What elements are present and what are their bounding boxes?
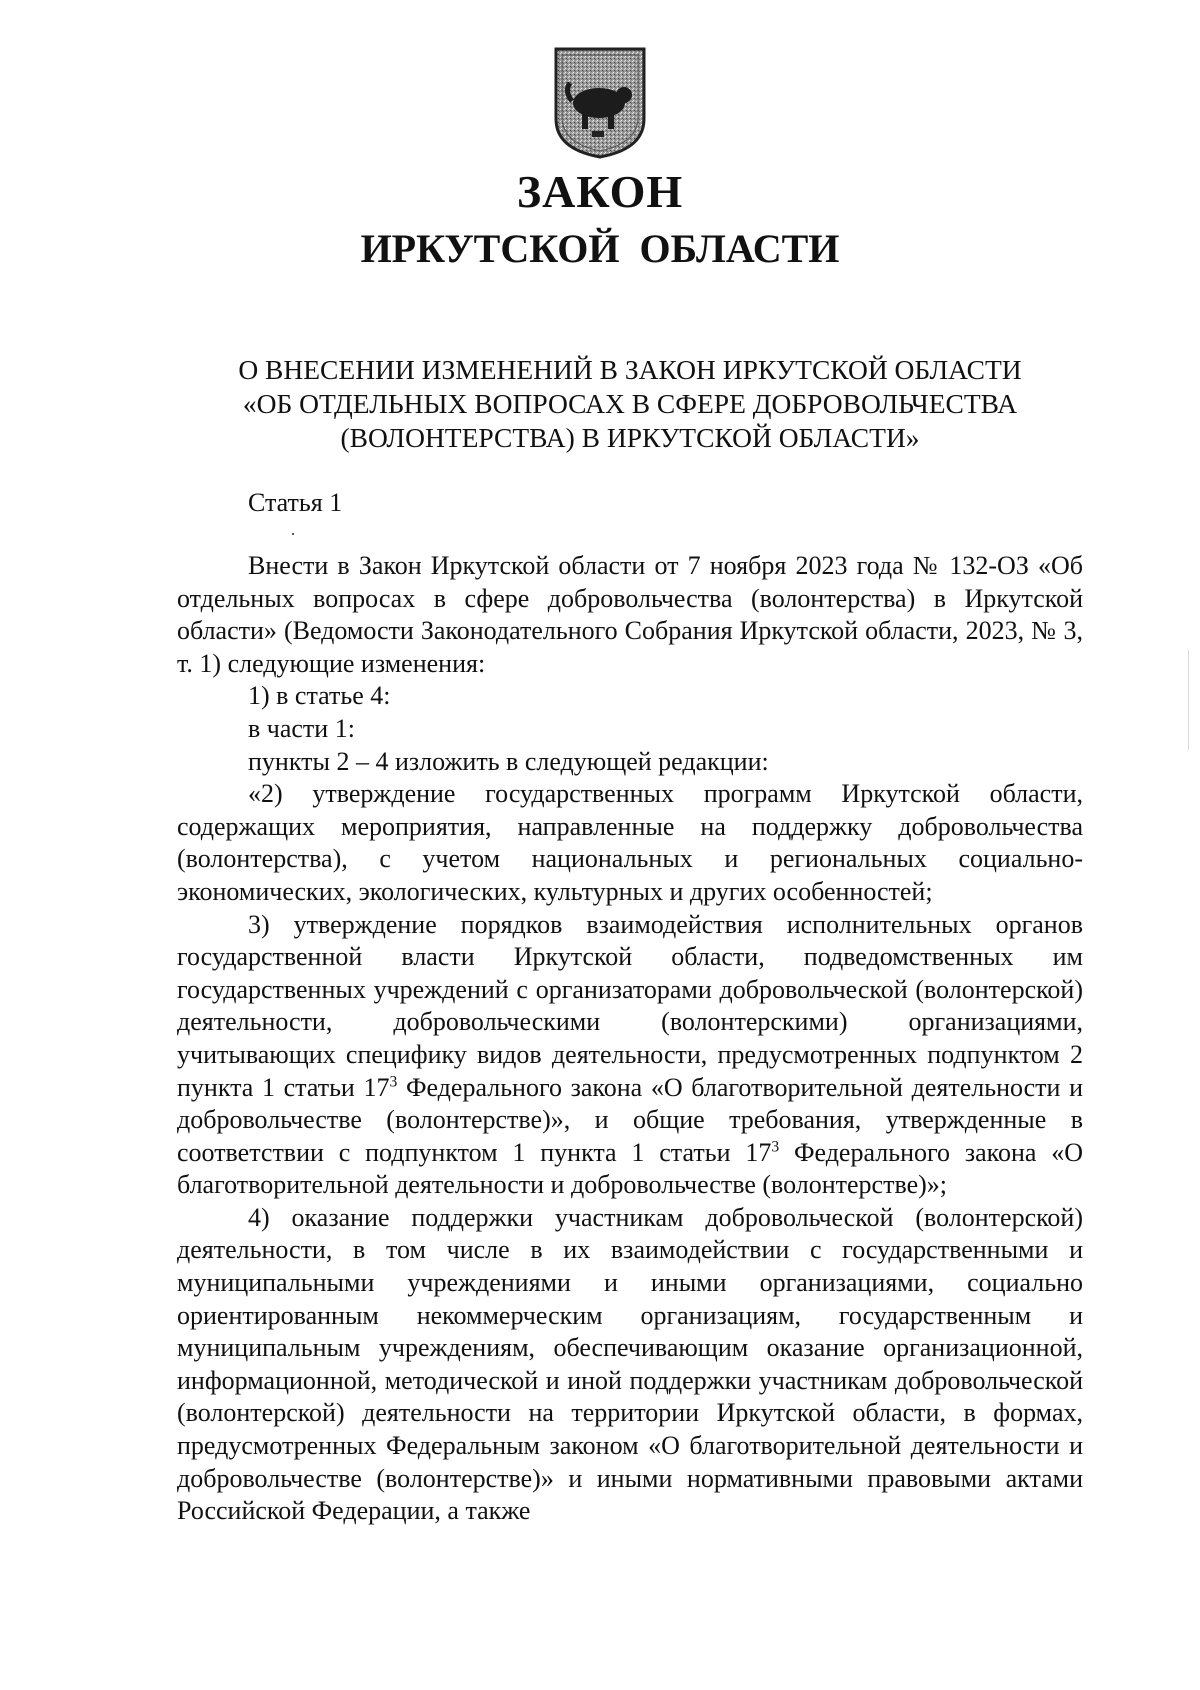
paragraph: Внести в Закон Иркутской области от 7 ноября 2023 года № 132-ОЗ «Об отдельных вопросах в сфере добровольчества (волонтерства) в Иркутской области» (Ведомости Законодательного Собрания Иркутской области, 2023, № 3, т. 1) следующие изменения: [177, 551, 1083, 678]
scan-speck [292, 533, 294, 535]
paragraph: 1) в статье 4: [248, 681, 391, 711]
paragraph: 4) оказание поддержки участникам добровольческой (волонтерской) деятельности, в том числе в их взаимодействии с государственными и муниципальными учреждениями и иными организациями, социально ориентированным некоммерческим организациям, государственным и муниципальным учреждениям, обеспечивающим оказание организационной, информационной, методической и иной поддержки участникам добровольческой (волонтерской) деятельности на территории Иркутской области, в формах, предусмотренных Федеральным законом «О благотворительной деятельности и добровольчестве (волонтерстве)» и иными нормативными правовыми актами Российской Федерации, а также [177, 1202, 1083, 1526]
superscript: 3 [771, 1138, 780, 1156]
superscript: 3 [389, 1072, 398, 1090]
paragraph [177, 909, 1083, 1202]
article-body [177, 550, 1083, 1528]
paragraph: пункты 2 – 4 изложить в следующей редакции: [248, 746, 769, 776]
law-region: ИРКУТСКОЙ ОБЛАСТИ [360, 226, 840, 271]
paragraph-text: Федерального закона «О благотворительной деятельности и добровольчестве (волонтерстве)», и общие требования, утвержденные в соответствии с подпунктом 1 пункта 1 статьи 17 [177, 1072, 1084, 1167]
heading-line: О ВНЕСЕНИИ ИЗМЕНЕНИЙ В ЗАКОН ИРКУТСКОЙ ОБЛАСТИ [238, 354, 1022, 385]
scan-edge-line [1188, 650, 1189, 750]
paragraph-text: 3) утверждение порядков взаимодействия исполнительных органов государственной власти Иркутской области, подведомственных им государственных учреждений с организаторами добровольческой (волонтерской) деятельности, добровольческими (волонтерскими) организациями, учитывающих специфику видов деятельности, предусмотренных подпунктом 2 пункта 1 статьи 17 [177, 909, 1083, 1102]
article-number: Статья 1 [248, 488, 343, 517]
law-heading [180, 353, 1080, 455]
paragraph: в части 1: [248, 713, 355, 743]
law-title: ЗАКОН [516, 166, 684, 217]
heading-line: (ВОЛОНТЕРСТВА) В ИРКУТСКОЙ ОБЛАСТИ» [340, 422, 920, 453]
coat-of-arms-icon [552, 45, 648, 159]
paragraph-text: Федерального закона «О благотворительной деятельности и добровольчестве (волонтерстве)»; [177, 1137, 1084, 1200]
paragraph: «2) утверждение государственных программ Иркутской области, содержащих мероприятия, направленные на поддержку добровольчества (волонтерства), с учетом национальных и региональных социально-экономических, экологических, культурных и других особенностей; [177, 779, 1083, 906]
heading-line: «ОБ ОТДЕЛЬНЫХ ВОПРОСАХ В СФЕРЕ ДОБРОВОЛЬЧЕСТВА [242, 388, 1018, 419]
